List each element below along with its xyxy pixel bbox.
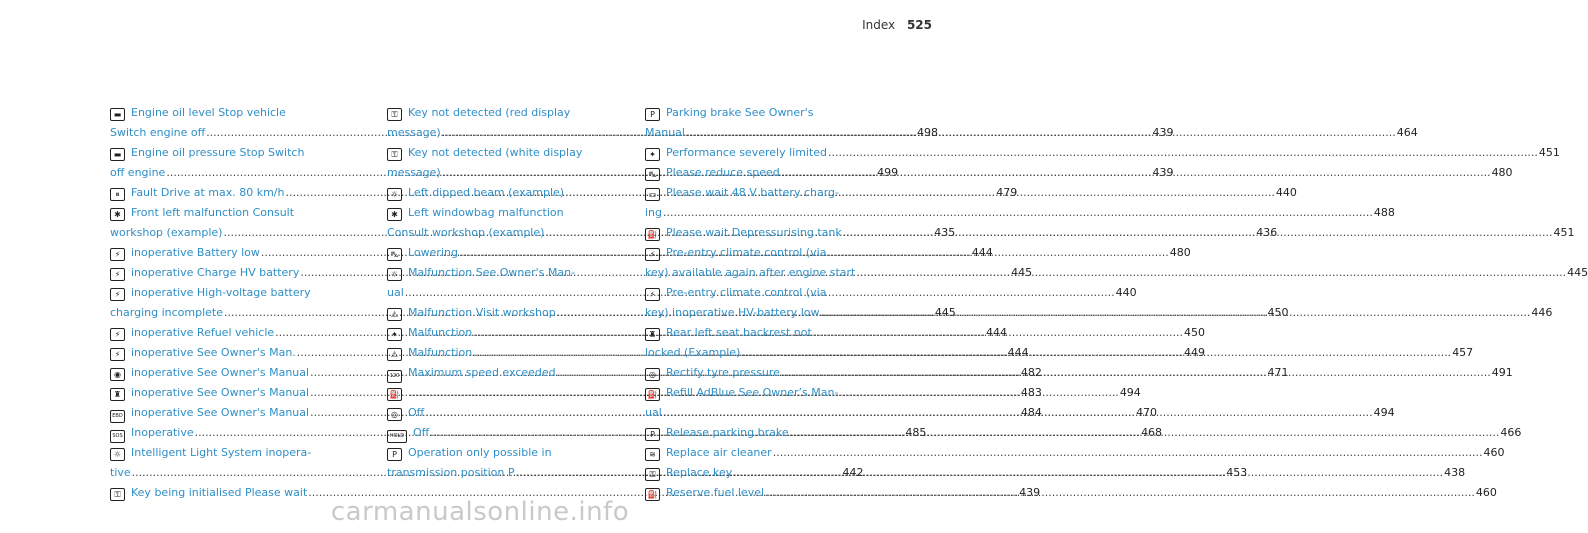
entry-line	[387, 143, 647, 163]
entry-text[interactable]: inoperative High-voltage battery	[131, 286, 311, 299]
entry-text[interactable]: Maximum speed exceeded	[408, 366, 556, 379]
entry-text[interactable]: Performance severely limited	[666, 146, 828, 159]
entry-text[interactable]: Pre-entry climate control (via	[666, 286, 827, 299]
entry-text[interactable]: Fault Drive at max. 80 km/h	[131, 186, 285, 199]
seat-icon: ♜	[645, 328, 660, 341]
header-title: Index	[862, 18, 896, 32]
page-ref[interactable]: 453	[1226, 466, 1248, 479]
entry-text[interactable]: off engine	[110, 166, 166, 179]
entry-text[interactable]: Operation only possible in	[408, 446, 552, 459]
entry-text[interactable]: Malfunction	[408, 326, 473, 339]
entry-line	[645, 323, 907, 343]
page-ref[interactable]: 494	[1373, 406, 1395, 419]
gearbox-icon: ⏸	[110, 188, 125, 201]
page-header	[862, 18, 932, 32]
page-ref[interactable]: 449	[1184, 346, 1206, 359]
light-bulb-icon: ☼	[387, 268, 402, 281]
page-ref[interactable]: 444	[971, 246, 993, 259]
page-ref[interactable]: 446	[1531, 306, 1553, 319]
air-cleaner-icon: ≋	[645, 448, 660, 461]
entry-text[interactable]: key) available again after engine start	[645, 266, 856, 279]
seat-icon: ♜	[110, 388, 125, 401]
entry-line	[645, 243, 907, 263]
light-bulb-icon: ☼	[387, 188, 402, 201]
entry-text[interactable]: Manual	[645, 126, 685, 139]
entry-line	[110, 143, 370, 163]
page-ref[interactable]: 445	[1011, 266, 1033, 279]
ebd-icon: EBD	[110, 410, 125, 423]
battery-plug-icon: ⚡	[645, 288, 660, 301]
page-ref[interactable]: 482	[1020, 366, 1042, 379]
key-icon: ⚿	[645, 468, 660, 481]
entry-text[interactable]: Key not detected (red display	[408, 106, 571, 119]
page-ref[interactable]: 466	[1500, 426, 1522, 439]
page-ref[interactable]: 499	[877, 166, 899, 179]
entry-text[interactable]: Please wait Depressurising tank	[666, 226, 842, 239]
entry-text[interactable]: Malfunction See Owner's Man-	[408, 266, 576, 279]
sos-icon: SOS	[110, 430, 125, 443]
key-icon: ⚿	[110, 488, 125, 501]
page-ref[interactable]: 439	[1019, 486, 1041, 499]
page-ref[interactable]: 480	[1491, 166, 1513, 179]
page-ref[interactable]: 460	[1483, 446, 1505, 459]
page-ref[interactable]: 470	[1136, 406, 1158, 419]
entry-text[interactable]: Engine oil pressure Stop Switch	[131, 146, 305, 159]
entry-text[interactable]: ual	[645, 406, 662, 419]
page-ref[interactable]: 439	[1152, 166, 1174, 179]
battery-plug-icon: ⚡	[110, 288, 125, 301]
entry-text[interactable]: inoperative See Owner's Manual	[131, 386, 310, 399]
adblue-icon: ⛽	[387, 388, 402, 401]
entry-line	[387, 103, 647, 123]
page-ref[interactable]: 444	[985, 326, 1007, 339]
battery-plug-icon: ⚡	[110, 268, 125, 281]
page-ref[interactable]: 480	[1169, 246, 1191, 259]
entry-line	[645, 143, 1560, 163]
entry-line	[110, 203, 370, 223]
page-ref[interactable]: 483	[1020, 386, 1042, 399]
page-ref[interactable]: 450	[1184, 326, 1206, 339]
entry-text[interactable]: Front left malfunction Consult	[131, 206, 295, 219]
entry-line	[645, 203, 1395, 223]
entry-line	[110, 443, 370, 463]
entry-text[interactable]: message)	[387, 126, 441, 139]
dot-leader	[741, 343, 1451, 363]
entry-line	[387, 443, 647, 463]
page-ref[interactable]: 494	[1119, 386, 1141, 399]
performance-icon: ✦	[387, 328, 402, 341]
entry-text[interactable]: Off	[408, 406, 425, 419]
entry-line	[645, 443, 1505, 463]
entry-text[interactable]: locked (Example)	[645, 346, 741, 359]
page-number: 525	[906, 18, 932, 32]
entry-text[interactable]: Left dipped beam (example)	[408, 186, 565, 199]
page-ref[interactable]: 439	[1152, 126, 1174, 139]
entry-text[interactable]: Replace key	[666, 466, 733, 479]
entry-line	[645, 283, 907, 303]
entry-text[interactable]: Pre-entry climate control (via	[666, 246, 827, 259]
dot-leader	[781, 363, 1491, 383]
page-ref[interactable]: 464	[1396, 126, 1418, 139]
entry-text[interactable]: Key not detected (white display	[408, 146, 583, 159]
page-ref[interactable]: 451	[1553, 226, 1575, 239]
entry-text[interactable]: message)	[387, 166, 441, 179]
car-service-icon: ⚠	[387, 348, 402, 361]
page-ref[interactable]: 488	[1373, 206, 1395, 219]
entry-text[interactable]: Parking brake See Owner's	[666, 106, 814, 119]
speed-limit-icon: 120	[387, 370, 402, 383]
dot-leader	[821, 303, 1531, 323]
entry-text[interactable]: Release parking brake	[666, 426, 789, 439]
page-ref[interactable]: 440	[1115, 286, 1137, 299]
adblue-icon: ⛽	[645, 388, 660, 401]
page-ref[interactable]: 442	[842, 466, 864, 479]
entry-line	[387, 263, 647, 283]
entry-text[interactable]: tive	[110, 466, 131, 479]
entry-line	[645, 383, 907, 403]
page-ref[interactable]: 479	[996, 186, 1018, 199]
airbag-icon: ✱	[387, 208, 402, 221]
entry-line	[645, 103, 907, 123]
entry-text[interactable]: charging incomplete	[110, 306, 223, 319]
page-ref[interactable]: 438	[1444, 466, 1466, 479]
page-ref[interactable]: 484	[1020, 406, 1042, 419]
index-entry[interactable]	[645, 443, 1505, 463]
entry-text[interactable]: Please reduce speed	[666, 166, 780, 179]
entry-text[interactable]: inoperative Battery low	[131, 246, 260, 259]
car-speed-icon: ⛍	[645, 168, 660, 181]
entry-text[interactable]: inoperative See Owner's Manual	[131, 406, 310, 419]
page-ref[interactable]: 445	[1567, 266, 1588, 279]
fuel-pump-icon: ⛽	[645, 488, 660, 501]
entry-text[interactable]: inoperative Charge HV battery	[131, 266, 300, 279]
entry-text[interactable]: inoperative See Owner's Manual	[131, 366, 310, 379]
entry-text[interactable]: Lowering	[408, 246, 458, 259]
tyre-pressure-icon: ◎	[387, 408, 402, 421]
car-lowering-icon: ⛍	[387, 248, 402, 261]
page-ref[interactable]: 491	[1491, 366, 1513, 379]
page-ref[interactable]: 498	[917, 126, 938, 139]
key-icon: ⚿	[387, 148, 402, 161]
parking-brake-icon: P	[645, 428, 660, 441]
gear-lever-icon: P	[387, 448, 402, 461]
entry-text[interactable]: ual	[387, 286, 404, 299]
page-ref[interactable]: 444	[1007, 346, 1029, 359]
dot-leader	[773, 443, 1483, 463]
index-entry[interactable]	[645, 143, 1560, 163]
entry-text[interactable]: Inoperative	[131, 426, 194, 439]
performance-icon: ✦	[645, 148, 660, 161]
entry-text[interactable]: Key being initialised Please wait	[131, 486, 308, 499]
entry-text[interactable]: Switch engine off	[110, 126, 206, 139]
entry-text[interactable]: Malfunction	[408, 346, 473, 359]
battery-icon: ▭	[645, 188, 660, 201]
page-ref[interactable]: 440	[1275, 186, 1297, 199]
dot-leader	[733, 463, 1443, 483]
entry-text[interactable]: inoperative Refuel vehicle	[131, 326, 275, 339]
entry-text[interactable]: Malfunction Visit workshop	[408, 306, 556, 319]
entry-line	[110, 283, 370, 303]
page-ref[interactable]: 485	[905, 426, 927, 439]
page-ref[interactable]: 445	[934, 306, 956, 319]
tyre-pressure-icon: ◎	[645, 368, 660, 381]
entry-text[interactable]: inoperative See Owner's Man.	[131, 346, 296, 359]
entry-text[interactable]: Replace air cleaner	[666, 446, 772, 459]
parking-brake-icon: P	[645, 108, 660, 121]
entry-text[interactable]: transmission position P	[387, 466, 515, 479]
entry-text[interactable]: Off	[413, 426, 430, 439]
entry-text[interactable]: Refill AdBlue See Owner’s Man-	[666, 386, 839, 399]
page-ref[interactable]: 460	[1475, 486, 1497, 499]
dot-leader	[856, 263, 1566, 283]
key-icon: ⚿	[387, 108, 402, 121]
dot-leader	[663, 203, 1373, 223]
page-ref[interactable]: 436	[1256, 226, 1278, 239]
battery-plug-icon: ⚡	[645, 248, 660, 261]
car-service-icon: ⚠	[387, 308, 402, 321]
entry-text[interactable]: Left windowbag malfunction	[408, 206, 564, 219]
watermark: carmanualsonline.info	[330, 497, 630, 527]
tank-depressurising-icon: ⛽	[645, 228, 660, 241]
battery-plug-icon: ⚡	[110, 348, 125, 361]
page-ref[interactable]: 468	[1141, 426, 1163, 439]
entry-text[interactable]: Please wait 48 V battery charg-	[666, 186, 839, 199]
page-ref[interactable]: 451	[1538, 146, 1560, 159]
entry-text[interactable]: ing	[645, 206, 663, 219]
dot-leader	[663, 403, 1373, 423]
airbag-icon: ✱	[110, 208, 125, 221]
page-ref[interactable]: 471	[1267, 366, 1289, 379]
hold-icon: HOLD	[387, 430, 407, 443]
battery-plug-icon: ⚡	[110, 328, 125, 341]
entry-line	[645, 263, 1588, 283]
entry-text[interactable]: Engine oil level Stop vehicle	[131, 106, 286, 119]
entry-text[interactable]: Intelligent Light System inopera-	[131, 446, 312, 459]
battery-plug-icon: ⚡	[110, 248, 125, 261]
page-ref[interactable]: 457	[1452, 346, 1474, 359]
light-bulb-icon: ☼	[110, 448, 125, 461]
dot-leader	[790, 423, 1500, 443]
entry-line	[110, 103, 370, 123]
dot-leader	[781, 163, 1491, 183]
oil-can-icon: ▬	[110, 148, 125, 161]
steering-wheel-icon: ◉	[110, 368, 125, 381]
dot-leader	[828, 143, 1538, 163]
entry-text[interactable]: Rectify tyre pressure	[666, 366, 780, 379]
entry-text[interactable]: workshop (example)	[110, 226, 223, 239]
dot-leader	[843, 223, 1553, 243]
entry-text[interactable]: Consult workshop (example)	[387, 226, 545, 239]
entry-text[interactable]: Rear left seat backrest not	[666, 326, 812, 339]
entry-line	[645, 183, 907, 203]
page-ref[interactable]: 450	[1267, 306, 1289, 319]
dot-leader	[686, 123, 1396, 143]
oil-can-icon: ▬	[110, 108, 125, 121]
page-ref[interactable]: 435	[934, 226, 956, 239]
entry-line	[387, 203, 647, 223]
entry-text[interactable]: key) inoperative HV-battery low	[645, 306, 820, 319]
entry-text[interactable]: Reserve fuel level	[666, 486, 765, 499]
